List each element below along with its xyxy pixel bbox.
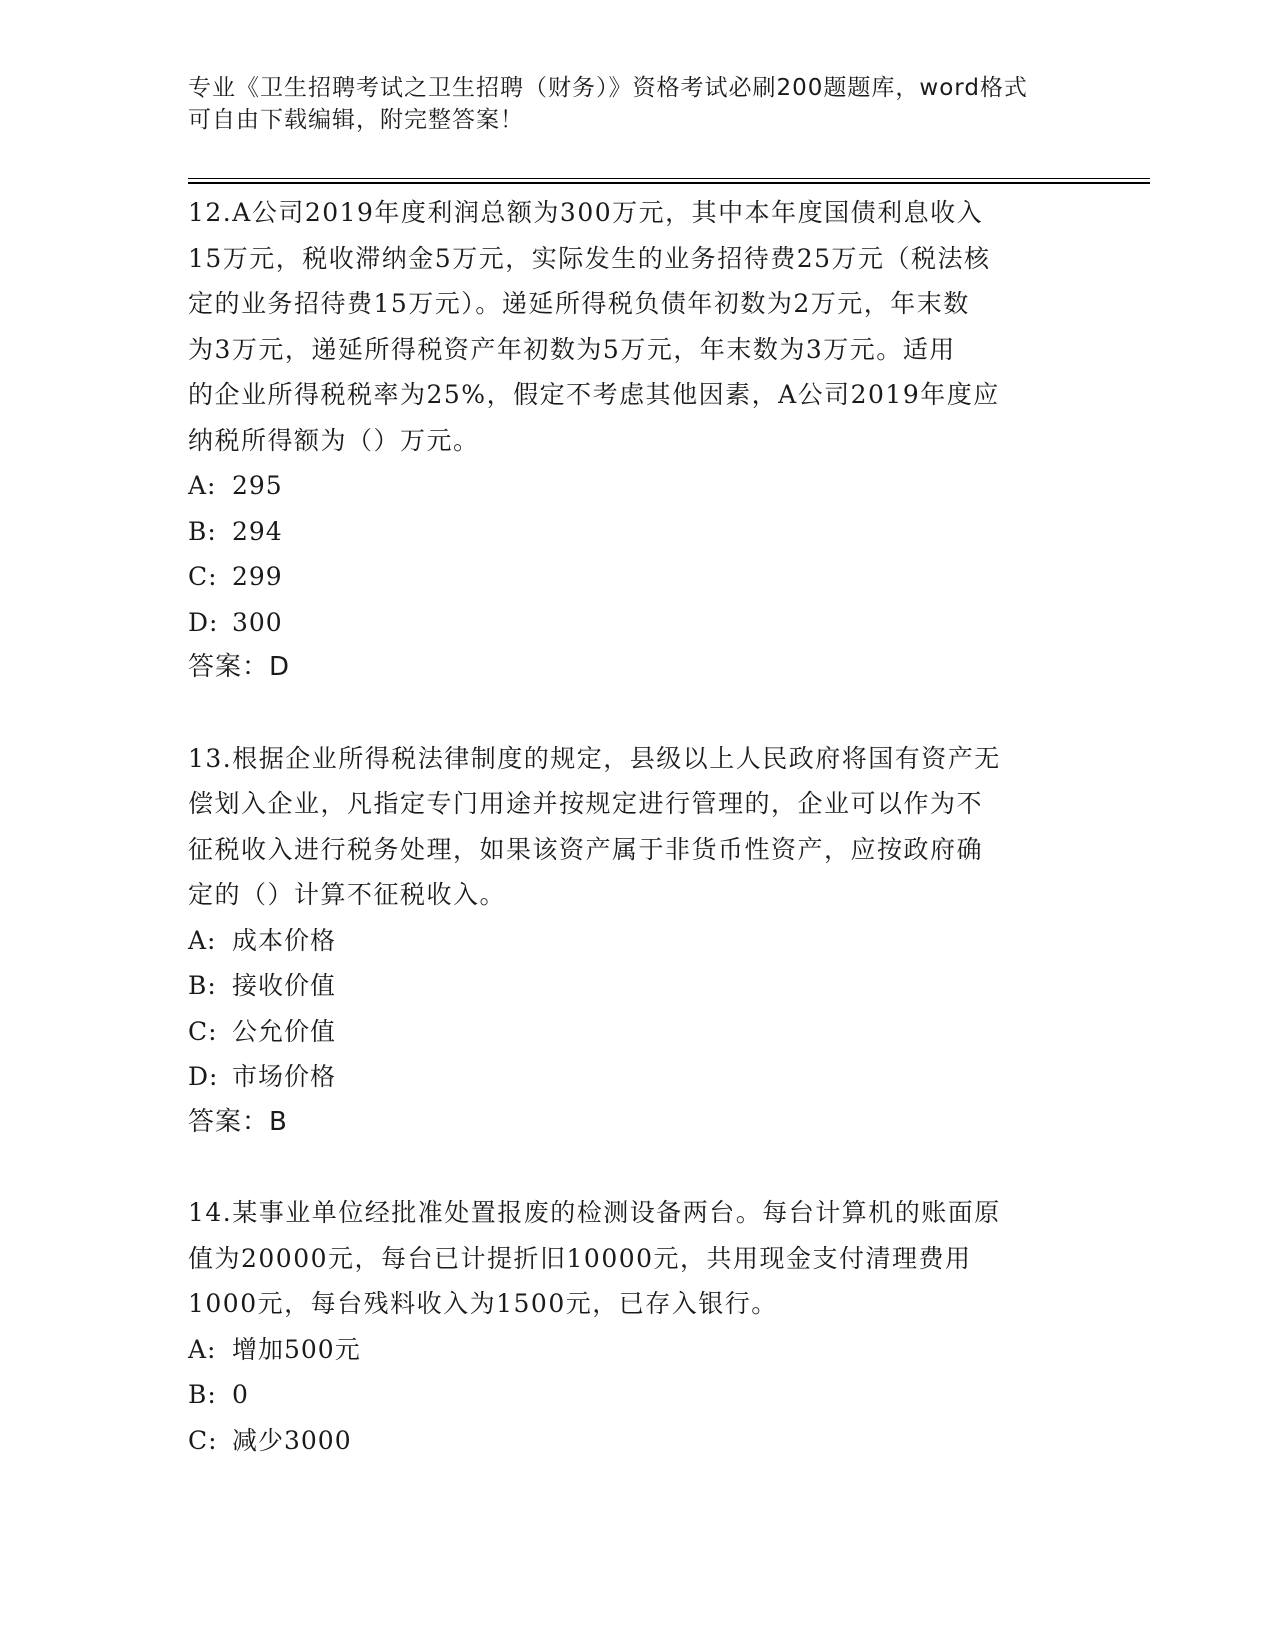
option-key: D: xyxy=(188,1062,219,1091)
question-12 xyxy=(188,190,1088,691)
question-text-line: 定的业务招待费15万元）。递延所得税负债年初数为2万元，年末数 xyxy=(188,289,970,318)
question-text-line: 偿划入企业，凡指定专门用途并按规定进行管理的，企业可以作为不 xyxy=(188,789,984,818)
option-text: 接收价值 xyxy=(232,971,337,1000)
question-text-line: 14.某事业单位经批准处置报废的检测设备两台。每台计算机的账面原 xyxy=(188,1198,1001,1227)
option-text: 市场价格 xyxy=(232,1062,337,1091)
option-key: D: xyxy=(188,607,219,637)
option-a xyxy=(188,463,1088,509)
question-text-line: 13.根据企业所得税法律制度的规定，县级以上人民政府将国有资产无 xyxy=(188,743,1001,773)
option-text: 减少3000 xyxy=(232,1425,352,1455)
option-text: 公允价值 xyxy=(232,1016,337,1046)
option-c xyxy=(188,554,1088,600)
question-text-line: 征税收入进行税务处理，如果该资产属于非货币性资产，应按政府确 xyxy=(188,834,984,864)
question-text-line: 定的（）计算不征税收入。 xyxy=(188,880,507,909)
header-line-2: 可自由下载编辑，附完整答案！ xyxy=(188,107,524,133)
option-c xyxy=(188,1009,1088,1055)
option-text: 294 xyxy=(232,516,283,546)
option-key: B: xyxy=(188,516,217,546)
question-text-line: 12.A公司2019年度利润总额为300万元，其中本年度国债利息收入 xyxy=(188,198,984,227)
option-a xyxy=(188,1327,1088,1373)
question-text-line: 1000元，每台残料收入为1500元，已存入银行。 xyxy=(188,1289,778,1318)
option-b xyxy=(188,1372,1088,1418)
option-key: C: xyxy=(188,1016,218,1046)
option-c xyxy=(188,1418,1088,1464)
document-header xyxy=(188,72,1088,136)
question-text-line: 的企业所得税税率为25%，假定不考虑其他因素，A公司2019年度应 xyxy=(188,380,1000,409)
option-key: A: xyxy=(188,471,217,500)
option-key: B: xyxy=(188,971,217,1000)
option-a xyxy=(188,918,1088,964)
question-13 xyxy=(188,736,1088,1146)
option-d xyxy=(188,600,1088,646)
option-b xyxy=(188,509,1088,555)
header-divider-thin xyxy=(188,178,1150,179)
option-d xyxy=(188,1054,1088,1100)
answer-line: 答案：D xyxy=(188,652,291,682)
question-text-line: 为3万元，递延所得税资产年初数为5万元，年末数为3万元。适用 xyxy=(188,334,956,364)
option-key: C: xyxy=(188,562,218,591)
answer-line: 答案：B xyxy=(188,1106,288,1137)
header-line-1: 专业《卫生招聘考试之卫生招聘（财务）》资格考试必刷200题题库，word格式 xyxy=(188,75,1028,101)
question-text-line: 值为20000元，每台已计提折旧10000元，共用现金支付清理费用 xyxy=(188,1243,972,1273)
option-key: A: xyxy=(188,925,217,955)
question-text-line: 15万元，税收滞纳金5万元，实际发生的业务招待费25万元（税法核 xyxy=(188,243,991,273)
header-divider-thick xyxy=(188,182,1150,184)
question-14 xyxy=(188,1190,1088,1463)
option-text: 0 xyxy=(232,1380,249,1409)
option-key: C: xyxy=(188,1425,218,1455)
document-body xyxy=(188,190,1088,1508)
option-text: 增加500元 xyxy=(232,1334,361,1364)
option-text: 299 xyxy=(232,562,283,591)
option-b xyxy=(188,963,1088,1009)
option-key: B: xyxy=(188,1380,217,1409)
question-text-line: 纳税所得额为（）万元。 xyxy=(188,425,480,455)
option-text: 295 xyxy=(232,471,283,500)
option-text: 300 xyxy=(232,607,283,637)
option-text: 成本价格 xyxy=(232,925,337,955)
option-key: A: xyxy=(188,1334,217,1364)
